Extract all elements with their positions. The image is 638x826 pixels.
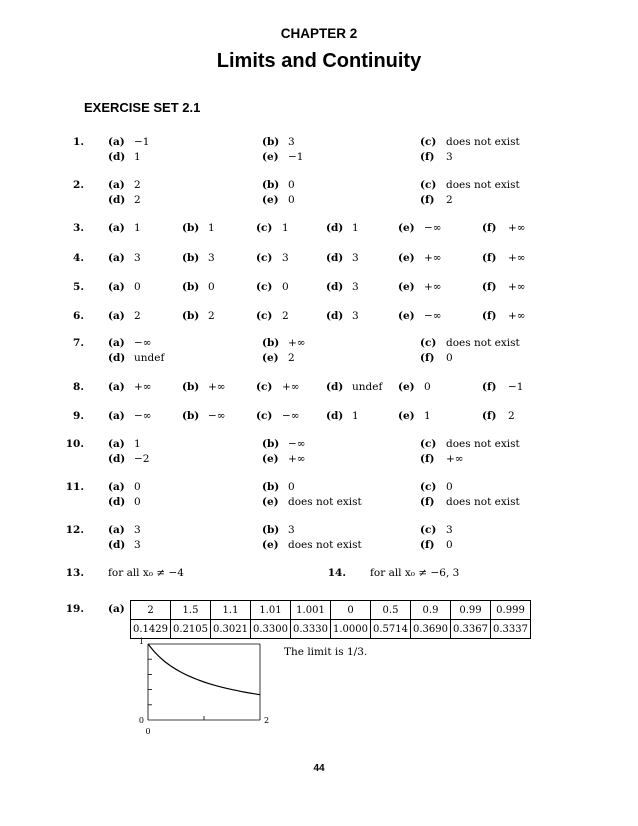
problem-19-number: 19.: [65, 603, 84, 615]
part-answer: 0: [288, 481, 295, 493]
part-label: (c): [420, 337, 437, 349]
problem-19-part-label: (a): [108, 603, 125, 615]
part-label: (e): [398, 410, 415, 422]
fx-value-cell: 0.3330: [291, 620, 331, 639]
part-label: (c): [256, 410, 273, 422]
part-label: (f): [482, 410, 497, 422]
part-label: (e): [398, 381, 415, 393]
part-answer: −∞: [134, 337, 152, 349]
part-answer: 0: [446, 481, 453, 493]
part-answer: +∞: [424, 252, 442, 264]
x-value-cell: 0.9: [411, 601, 451, 620]
part-answer: +∞: [508, 252, 526, 264]
part-answer: −1: [134, 136, 150, 148]
x-tick-label-left: 0: [145, 727, 151, 736]
x-value-cell: 0.99: [451, 601, 491, 620]
problem-14-answer: for all x₀ ≠ −6, 3: [370, 567, 460, 579]
part-label: (a): [108, 310, 125, 322]
part-label: (d): [326, 252, 344, 264]
x-value-cell: 1.01: [251, 601, 291, 620]
x-value-cell: 0.5: [371, 601, 411, 620]
axis-ticks: [148, 659, 204, 720]
part-label: (d): [108, 539, 126, 551]
part-answer: does not exist: [446, 438, 520, 450]
part-label: (a): [108, 281, 125, 293]
part-answer: 1: [208, 222, 215, 234]
part-label: (d): [108, 194, 126, 206]
part-label: (e): [262, 496, 279, 508]
part-answer: does not exist: [446, 179, 520, 191]
part-answer: does not exist: [288, 539, 362, 551]
part-answer: 2: [134, 310, 141, 322]
problem-number: 9.: [73, 410, 84, 422]
part-label: (c): [256, 310, 273, 322]
part-answer: −1: [508, 381, 524, 393]
x-values-row: [131, 601, 531, 620]
part-answer: −∞: [208, 410, 226, 422]
part-label: (f): [482, 381, 497, 393]
part-label: (b): [182, 281, 200, 293]
part-answer: −1: [288, 151, 304, 163]
part-answer: +∞: [288, 337, 306, 349]
part-answer: +∞: [508, 281, 526, 293]
part-label: (e): [262, 453, 279, 465]
part-answer: 0: [446, 352, 453, 364]
part-label: (c): [256, 281, 273, 293]
chapter-title: Limits and Continuity: [216, 50, 422, 72]
problem-13-answer: for all x₀ ≠ −4: [108, 567, 184, 579]
part-label: (d): [108, 151, 126, 163]
problem-number: 10.: [65, 438, 84, 450]
fx-value-cell: 0.3690: [411, 620, 451, 639]
problem-number: 12.: [65, 524, 84, 536]
x-value-cell: 2: [131, 601, 171, 620]
problem-14-number: 14.: [327, 567, 346, 579]
part-answer: 0: [446, 539, 453, 551]
page-number: 44: [313, 763, 325, 774]
part-label: (b): [262, 481, 280, 493]
function-graph: [130, 632, 280, 740]
limit-conclusion: The limit is 1/3.: [284, 646, 368, 658]
part-answer: 0: [424, 381, 431, 393]
problem-number: 11.: [65, 481, 84, 493]
part-label: (c): [256, 252, 273, 264]
problem-number: 1.: [73, 136, 84, 148]
fx-value-cell: 0.2105: [171, 620, 211, 639]
part-label: (b): [262, 438, 280, 450]
part-answer: 0: [288, 194, 295, 206]
part-answer: −∞: [424, 310, 442, 322]
x-value-cell: 1.5: [171, 601, 211, 620]
part-answer: 0: [134, 281, 141, 293]
x-value-cell: 0: [331, 601, 371, 620]
part-label: (f): [420, 496, 435, 508]
part-label: (e): [398, 281, 415, 293]
function-curve: [148, 644, 260, 695]
part-answer: −∞: [134, 410, 152, 422]
part-label: (b): [262, 136, 280, 148]
part-label: (f): [482, 252, 497, 264]
part-answer: 3: [282, 252, 289, 264]
part-answer: 1: [134, 222, 141, 234]
part-label: (b): [182, 381, 200, 393]
part-answer: 1: [352, 222, 359, 234]
part-label: (e): [262, 151, 279, 163]
problem-13-number: 13.: [65, 567, 84, 579]
part-label: (e): [398, 222, 415, 234]
part-label: (a): [108, 524, 125, 536]
part-answer: 3: [208, 252, 215, 264]
part-answer: 3: [352, 252, 359, 264]
part-label: (c): [256, 381, 273, 393]
problem-number: 4.: [73, 252, 84, 264]
part-answer: +∞: [282, 381, 300, 393]
part-answer: 3: [352, 310, 359, 322]
part-label: (a): [108, 222, 125, 234]
part-label: (f): [420, 453, 435, 465]
y-tick-label-top: 1: [138, 637, 144, 646]
y-tick-label-bottom: 0: [138, 716, 144, 725]
part-label: (f): [482, 310, 497, 322]
part-answer: −∞: [282, 410, 300, 422]
part-answer: does not exist: [446, 496, 520, 508]
part-answer: +∞: [508, 310, 526, 322]
x-value-cell: 1.001: [291, 601, 331, 620]
part-answer: 1: [282, 222, 289, 234]
part-answer: 3: [446, 524, 453, 536]
part-label: (e): [398, 252, 415, 264]
x-value-cell: 1.1: [211, 601, 251, 620]
part-label: (a): [108, 252, 125, 264]
part-answer: +∞: [208, 381, 226, 393]
part-label: (a): [108, 481, 125, 493]
part-answer: +∞: [288, 453, 306, 465]
part-label: (c): [420, 136, 437, 148]
part-answer: undef: [134, 352, 165, 364]
part-label: (a): [108, 337, 125, 349]
part-label: (d): [108, 496, 126, 508]
part-answer: −2: [134, 453, 150, 465]
part-label: (c): [420, 481, 437, 493]
fx-value-cell: 0.3300: [251, 620, 291, 639]
x-tick-label-right: 2: [264, 716, 270, 725]
exercise-set-heading: EXERCISE SET 2.1: [84, 100, 201, 115]
part-label: (d): [326, 410, 344, 422]
part-label: (b): [182, 310, 200, 322]
part-label: (b): [182, 222, 200, 234]
part-answer: +∞: [508, 222, 526, 234]
part-label: (e): [262, 194, 279, 206]
part-answer: 3: [134, 252, 141, 264]
part-label: (b): [262, 337, 280, 349]
problem-number: 3.: [73, 222, 84, 234]
part-label: (c): [420, 524, 437, 536]
part-answer: does not exist: [288, 496, 362, 508]
part-answer: 2: [134, 179, 141, 191]
fx-value-cell: 0.5714: [371, 620, 411, 639]
part-answer: undef: [352, 381, 383, 393]
problem-number: 8.: [73, 381, 84, 393]
part-answer: 3: [134, 539, 141, 551]
part-answer: 2: [446, 194, 453, 206]
part-label: (d): [326, 222, 344, 234]
part-answer: 2: [134, 194, 141, 206]
part-answer: 1: [424, 410, 431, 422]
problem-number: 2.: [73, 179, 84, 191]
part-answer: does not exist: [446, 136, 520, 148]
part-answer: +∞: [446, 453, 464, 465]
fx-value-cell: 0.3337: [491, 620, 531, 639]
part-answer: 0: [134, 496, 141, 508]
part-label: (a): [108, 410, 125, 422]
fx-value-cell: 0.3367: [451, 620, 491, 639]
part-label: (f): [482, 222, 497, 234]
part-answer: 1: [134, 151, 141, 163]
fx-value-cell: 0.3021: [211, 620, 251, 639]
part-answer: 1: [352, 410, 359, 422]
part-answer: 0: [208, 281, 215, 293]
part-label: (a): [108, 381, 125, 393]
part-label: (e): [262, 352, 279, 364]
part-label: (e): [398, 310, 415, 322]
part-answer: 3: [288, 136, 295, 148]
part-answer: 1: [134, 438, 141, 450]
part-label: (a): [108, 438, 125, 450]
fx-value-cell: 0.1429: [131, 620, 171, 639]
part-label: (f): [420, 539, 435, 551]
part-answer: −∞: [424, 222, 442, 234]
part-answer: 2: [508, 410, 515, 422]
part-label: (f): [482, 281, 497, 293]
part-answer: 0: [282, 281, 289, 293]
part-label: (b): [262, 524, 280, 536]
part-answer: does not exist: [446, 337, 520, 349]
part-answer: 2: [282, 310, 289, 322]
part-label: (c): [420, 438, 437, 450]
part-answer: 0: [288, 179, 295, 191]
part-label: (d): [326, 381, 344, 393]
fx-value-cell: 1.0000: [331, 620, 371, 639]
part-label: (c): [420, 179, 437, 191]
part-label: (d): [326, 310, 344, 322]
part-label: (f): [420, 352, 435, 364]
part-answer: −∞: [288, 438, 306, 450]
part-answer: 3: [134, 524, 141, 536]
part-label: (d): [108, 453, 126, 465]
part-label: (b): [182, 252, 200, 264]
part-label: (e): [262, 539, 279, 551]
part-answer: +∞: [424, 281, 442, 293]
part-label: (a): [108, 179, 125, 191]
x-value-cell: 0.999: [491, 601, 531, 620]
problem-number: 7.: [73, 337, 84, 349]
part-label: (c): [256, 222, 273, 234]
part-answer: 3: [352, 281, 359, 293]
part-label: (f): [420, 151, 435, 163]
part-answer: 2: [288, 352, 295, 364]
part-answer: 2: [208, 310, 215, 322]
part-answer: 3: [446, 151, 453, 163]
part-label: (b): [262, 179, 280, 191]
problem-number: 5.: [73, 281, 84, 293]
part-label: (d): [326, 281, 344, 293]
part-label: (d): [108, 352, 126, 364]
part-label: (b): [182, 410, 200, 422]
chapter-label: CHAPTER 2: [280, 26, 358, 41]
problem-number: 6.: [73, 310, 84, 322]
part-label: (f): [420, 194, 435, 206]
part-answer: +∞: [134, 381, 152, 393]
part-answer: 0: [134, 481, 141, 493]
part-label: (a): [108, 136, 125, 148]
part-answer: 3: [288, 524, 295, 536]
